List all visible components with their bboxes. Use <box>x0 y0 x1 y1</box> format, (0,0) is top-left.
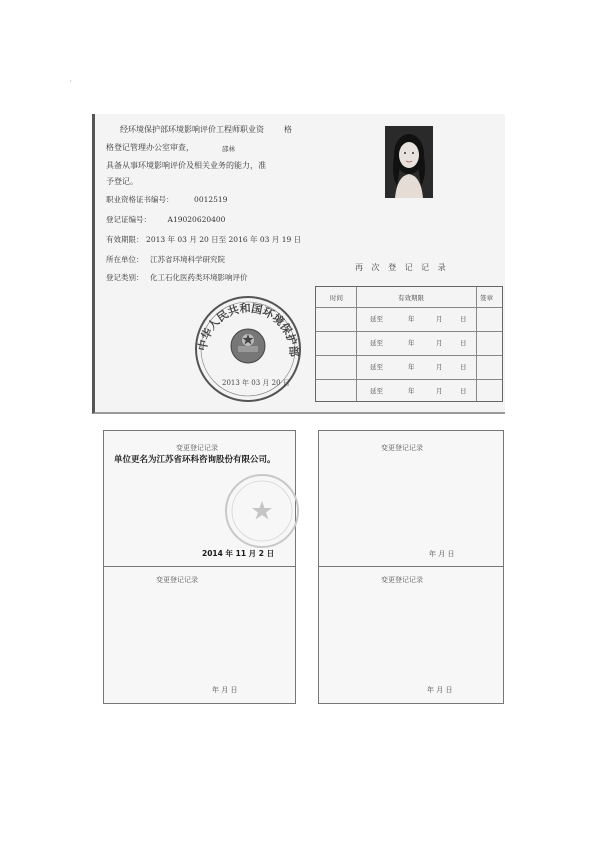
intro-line-4: 予登记。 <box>106 177 138 186</box>
seal-date: 2013 年 03 月 20 日 <box>222 379 290 387</box>
change-record-title: 变更登记记录 <box>156 576 198 584</box>
reregistration-title: 再 次 登 记 记 录 <box>355 263 449 272</box>
change-record-title: 变更登记记录 <box>381 444 423 452</box>
change-record-title: 变更登记记录 <box>176 444 218 452</box>
header-validity: 有效期限 <box>398 294 424 302</box>
intro-line-3: 具备从事环境影响评价及相关业务的能力，准 <box>106 161 266 170</box>
field-value: 0012519 <box>194 195 228 204</box>
table-row: 延至 年 月 日 <box>316 379 502 380</box>
scan-mark: ' <box>70 80 72 87</box>
field-label: 登记证编号： <box>106 215 151 224</box>
change-record-box-4 <box>318 566 504 704</box>
field-value: A19020620400 <box>167 215 226 224</box>
intro-line-2: 格登记管理办公室审查， <box>106 143 194 152</box>
field-value: 化工石化医药类环境影响评价 <box>150 273 248 282</box>
faded-seal <box>222 471 302 551</box>
field-label: 有效期限： <box>106 235 144 244</box>
change-date: 年 月 日 <box>429 550 455 558</box>
table-row: 延至 年 月 日 <box>316 355 502 356</box>
change-record-box-1 <box>103 430 296 568</box>
reregistration-table <box>315 286 503 402</box>
field-validity <box>106 234 301 245</box>
field-label: 职业资格证书编号： <box>106 195 174 204</box>
change-date: 2014 年 11 月 2 日 <box>202 549 275 558</box>
change-date: 年 月 日 <box>212 686 238 694</box>
change-date: 年 月 日 <box>427 686 453 694</box>
field-value: 江苏省环境科学研究院 <box>150 255 226 264</box>
portrait-photo <box>385 126 433 198</box>
seal-text: 中华人民共和国环境保护部 <box>195 301 301 358</box>
field-label: 所在单位： <box>106 255 144 264</box>
change-record-box-2 <box>318 430 504 568</box>
change-record-box-3 <box>103 566 296 704</box>
change-record-title: 变更登记记录 <box>381 576 423 584</box>
holder-name: 邵林 <box>222 145 235 153</box>
table-row: 延至 年 月 日 <box>316 307 502 308</box>
intro-line-1: 经环境保护部环境影响评价工程师职业资 <box>120 125 264 134</box>
field-cert-number <box>106 194 227 205</box>
table-row: 延至 年 月 日 <box>316 331 502 332</box>
handwritten-note: 单位更名为江苏省环科咨询股份有限公司。 <box>114 455 276 465</box>
field-reg-number <box>106 214 225 225</box>
header-signature: 签章 <box>480 294 493 302</box>
header-time: 时间 <box>330 294 343 302</box>
field-employer <box>106 254 225 265</box>
field-value: 2013 年 03 月 20 日至 2016 年 03 月 19 日 <box>146 235 302 244</box>
field-label: 登记类别： <box>106 273 144 282</box>
field-category <box>106 272 248 283</box>
